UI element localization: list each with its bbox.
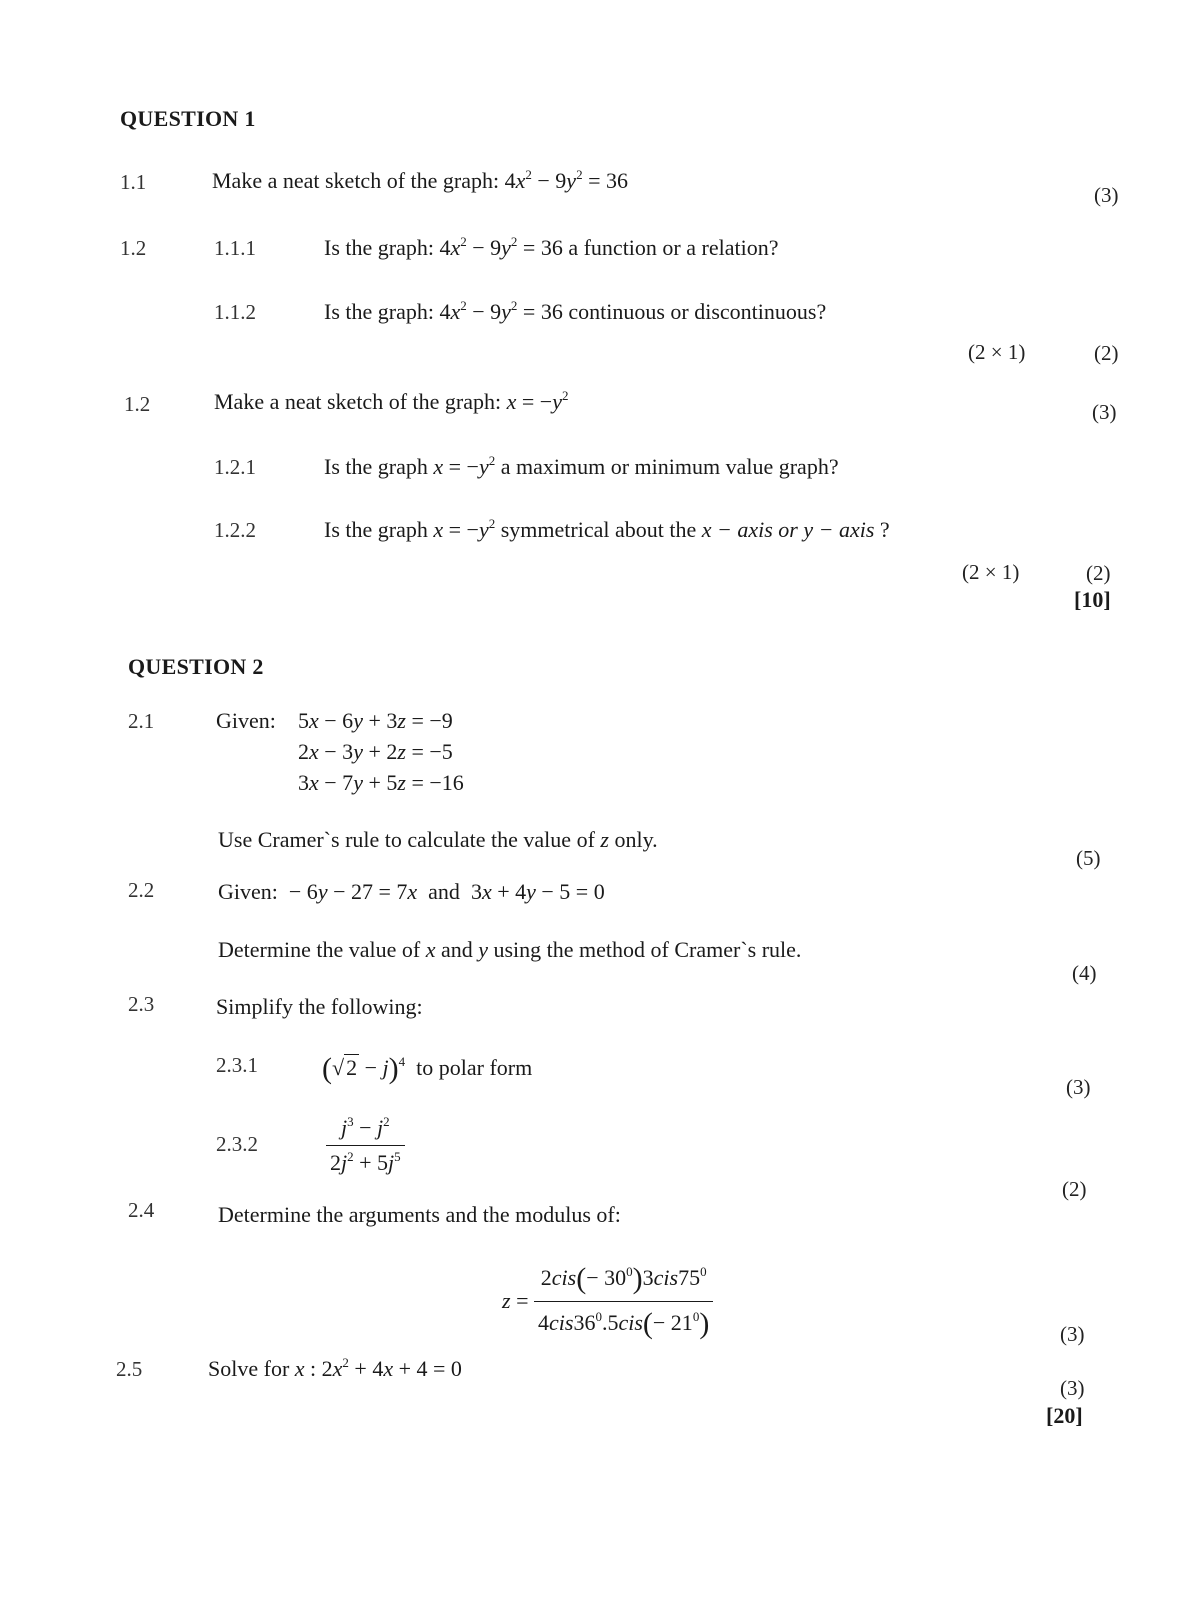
mark: (3) — [1066, 1075, 1091, 1099]
section-total: [10] — [1074, 587, 1111, 612]
item-number: 1.2.1 — [214, 455, 256, 479]
item-text: Is the graph: $4x^2 - 9y^2 = 36$ a function or a relation? — [324, 234, 779, 260]
item-number: 2.4 — [128, 1198, 155, 1222]
mark: (5) — [1076, 846, 1101, 870]
item-text: Is the graph $x = -y^2$ symmetrical about the x − axis or y − axis ? — [324, 516, 890, 542]
equation: − 6y − 27 = 7x — [288, 879, 418, 904]
axis-text: x − axis or y − axis — [701, 517, 875, 542]
item-text: Given: − 6y − 27 = 7x and 3x + 4y − 5 = 0 — [218, 879, 605, 904]
mark: (3) — [1094, 183, 1119, 207]
equation: $x = -y^2$ — [506, 388, 569, 414]
equation: $4x^2 - 9y^2 = 36$ — [439, 234, 563, 260]
item-number: 1.2 — [124, 392, 151, 416]
item-text: Simplify the following: — [216, 994, 423, 1019]
item-number: 2.3 — [128, 992, 155, 1016]
equation: $x = -y^2$ — [433, 453, 496, 479]
equation: 3x + 4y − 5 = 0 — [470, 879, 605, 904]
given-label: Given: — [216, 708, 276, 733]
mark: (2) — [1094, 341, 1119, 365]
section-total: [20] — [1046, 1403, 1083, 1428]
item-text: Is the graph $x = -y^2$ a maximum or minimum value graph? — [324, 453, 839, 479]
item-number: 1.1.1 — [214, 236, 256, 260]
equation: 5x − 6y + 3z = −9 — [298, 708, 453, 733]
equation: $(√2 - j)^4$ — [322, 1052, 406, 1085]
item-number: 2.1 — [128, 709, 155, 733]
sub-mark: (2 × 1) — [962, 560, 1020, 584]
item-text: $(√2 - j)^4$ to polar form — [322, 1052, 533, 1085]
mark: (2) — [1062, 1177, 1087, 1201]
equation: 3x − 7y + 5z = −16 — [298, 770, 464, 795]
item-number: 1.2 — [120, 236, 147, 260]
item-text: Is the graph: $4x^2 - 9y^2 = 36$ continuous or discontinuous? — [324, 298, 827, 324]
item-text: Solve for x : $2x^2 + 4x + 4 = 0$ — [208, 1355, 462, 1381]
fraction: z = $\frac{2cis(- 30^0)3cis75^0}{4cis36^0.5cis(- 21^0)}$ — [502, 1260, 713, 1342]
item-text: Determine the value of x and y using the method of Cramer`s rule. — [218, 937, 802, 962]
equation: x : $2x^2 + 4x + 4 = 0$ — [294, 1355, 462, 1381]
item-number: 2.3.1 — [216, 1053, 258, 1077]
question-2-heading: QUESTION 2 — [128, 654, 264, 679]
item-number: 1.1 — [120, 170, 147, 194]
fraction: $\frac{j^3 - j^2}{2j^2 + 5j^5}$ — [326, 1114, 405, 1176]
mark: (3) — [1092, 400, 1117, 424]
mark: (3) — [1060, 1376, 1085, 1400]
item-text: Make a neat sketch of the graph: $4x^2 - 9y^2 = 36$ — [212, 167, 628, 193]
equation: $4x^2 - 9y^2 = 36$ — [439, 298, 563, 324]
sub-mark: (2 × 1) — [968, 340, 1026, 364]
mark: (3) — [1060, 1322, 1085, 1346]
item-number: 1.1.2 — [214, 300, 256, 324]
equation: $4x^2 - 9y^2 = 36$ — [504, 167, 628, 193]
item-number: 2.5 — [116, 1357, 143, 1381]
equation: 2x − 3y + 2z = −5 — [298, 739, 453, 764]
mark: (4) — [1072, 961, 1097, 985]
item-text: Use Cramer`s rule to calculate the value of z only. — [218, 827, 658, 852]
item-number: 2.2 — [128, 878, 155, 902]
item-text: Determine the arguments and the modulus of: — [218, 1202, 621, 1227]
mark: (2) — [1086, 561, 1111, 585]
equation: $x = -y^2$ — [433, 516, 496, 542]
item-number: 2.3.2 — [216, 1132, 258, 1156]
item-text: Make a neat sketch of the graph: $x = -y^2$ — [214, 388, 569, 414]
question-1-heading: QUESTION 1 — [120, 106, 256, 131]
item-number: 1.2.2 — [214, 518, 256, 542]
